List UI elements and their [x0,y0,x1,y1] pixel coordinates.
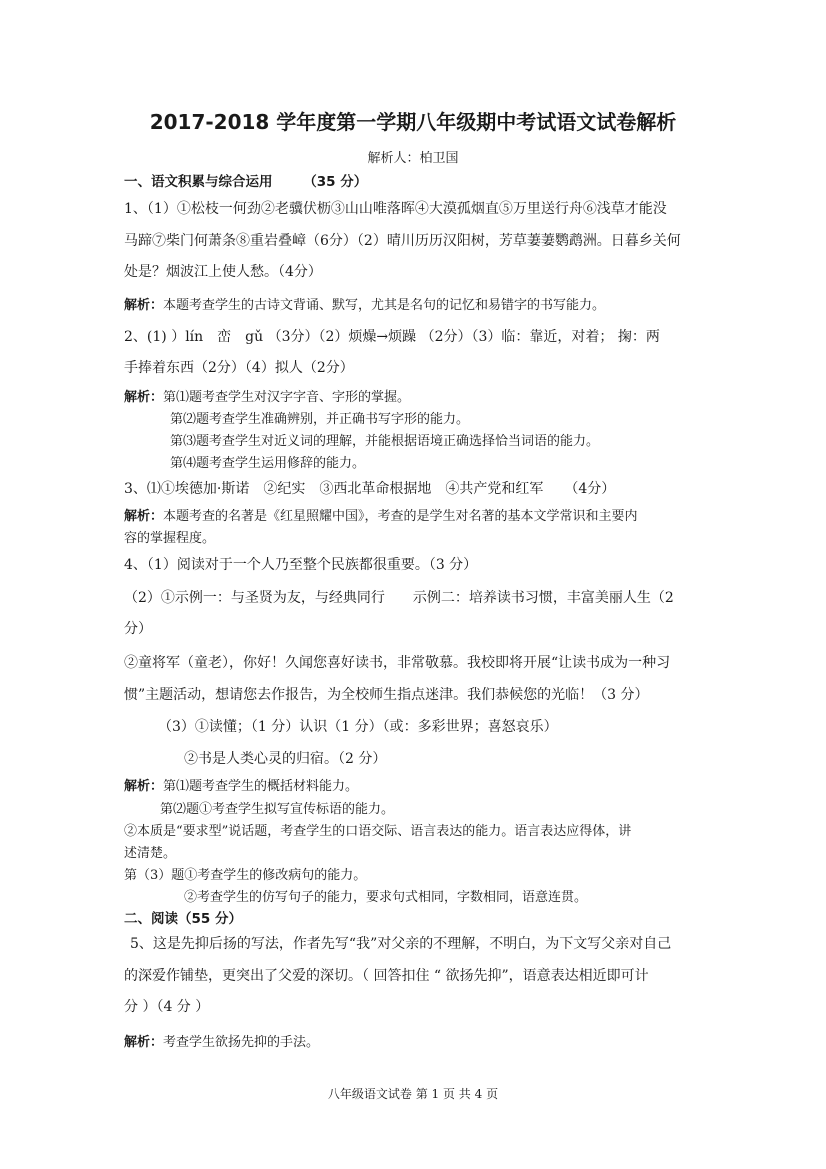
section-1-title: 一、语文积累与综合运用 [124,174,273,190]
analysis-label: 解析： [124,298,164,313]
q4-analysis-text-1: 第⑴题考查学生的概括材料能力。 [163,779,359,794]
q4-line-4: ②童将军（童老），你好！久闻您喜好读书，非常敬慕。我校即将开展“让读书成为一种习 [124,655,671,671]
q2-analysis-4: 第⑷题考查学生运用修辞的能力。 [170,456,366,471]
q4-analysis-2: 第⑵题①考查学生拟写宣传标语的能力。 [160,802,395,817]
q4-analysis-5: 第（3）题①考查学生的修改病句的能力。 [124,868,367,883]
page-footer: 八年级语文试卷 第 1 页 共 4 页 [327,1087,499,1101]
q2-analysis-3: 第⑶题考查学生对近义词的理解，并能根据语境正确选择恰当词语的能力。 [170,434,600,449]
q2-analysis-1 [124,386,702,405]
section-1-heading [124,170,702,190]
q4-line-3: 分） [124,621,152,637]
q1-analysis [124,294,702,313]
q2-line-2: 手捧着东西（2分）（4）拟人（2分） [124,360,354,376]
q4-line-5: 惯”主题活动，想请您去作报告，为全校师生指点迷津。我们恭候您的光临！（3 分） [124,687,649,703]
q5-analysis-text: 考查学生欲扬先抑的手法。 [163,1035,320,1050]
q1-line-3: 处是？烟波江上使人愁。（4分） [124,264,322,280]
analysis-label: 解析： [124,390,164,405]
analysis-label: 解析： [124,509,164,524]
q5-line-3: 分 ）（4 分 ） [124,999,210,1015]
q4-analysis-1 [124,775,702,794]
q3-analysis-text-1: 本题考查的名著是《红星照耀中国》，考查的是学生对名著的基本文学常识和主要内 [163,509,638,524]
q4-line-1: 4、（1）阅读对于一个人乃至整个民族都很重要。（3 分） [124,557,478,573]
author-line: 解析人：柏卫国 [367,151,459,166]
q4-line-7: ②书是人类心灵的归宿。（2 分） [184,751,387,767]
q1-line-2: 马蹄⑦柴门何萧条⑧重岩叠嶂（6分）（2）晴川历历汉阳树，芳草萋萋鹦鹉洲。日暮乡关何 [124,233,681,249]
q4-analysis-4: 述清楚。 [124,846,177,861]
q5-line-1: 5、这是先抑后扬的写法，作者先写“我”对父亲的不理解，不明白，为下文写父亲对自己 [130,936,672,952]
section-2-heading: 二、阅读（55 分） [124,911,242,927]
section-1-score: （35 分） [303,174,368,190]
analysis-label: 解析： [124,779,164,794]
q4-line-6: （3）①读懂；（1 分）认识（1 分）（或：多彩世界；喜怒哀乐） [158,719,558,735]
q4-line-2: （2）①示例一：与圣贤为友，与经典同行 示例二：培养读书习惯，丰富美丽人生（2 [124,590,674,606]
q3-analysis-1 [124,505,702,524]
q4-analysis-3: ②本质是“要求型”说话题，考查学生的口语交际、语言表达的能力。语言表达应得体，讲 [124,824,632,839]
q2-line-1: 2、(1) ）lín 峦 gǔ （3分）（2）烦燥→烦躁 （2分）（3）临：靠近，对着； 掬：两 [124,329,660,345]
analysis-label: 解析： [124,1035,164,1050]
q2-analysis-2: 第⑵题考查学生准确辨别，并正确书写字形的能力。 [170,412,470,427]
page-title: 2017-2018 学年度第一学期八年级期中考试语文试卷解析 [149,110,677,134]
q3-analysis-2: 容的掌握程度。 [124,531,216,546]
q5-analysis [124,1031,702,1050]
q3-line-1: 3、⑴①埃德加·斯诺 ②纪实 ③西北革命根据地 ④共产党和红军 （4分） [124,481,616,497]
q1-analysis-text: 本题考查学生的古诗文背诵、默写，尤其是名句的记忆和易错字的书写能力。 [163,298,606,313]
q2-analysis-text-1: 第⑴题考查学生对汉字字音、字形的掌握。 [163,390,411,405]
q4-analysis-6: ②考查学生的仿写句子的能力，要求句式相同，字数相同，语意连贯。 [184,890,588,905]
q1-line-1: 1、（1）①松枝一何劲②老骥伏枥③山山唯落晖④大漠孤烟直⑤万里送行舟⑥浅草才能没 [124,201,667,217]
q5-line-2: 的深爱作铺垫，更突出了父爱的深切。（ 回答扣住 “ 欲扬先抑”，语意表达相近即可计 [124,968,649,984]
